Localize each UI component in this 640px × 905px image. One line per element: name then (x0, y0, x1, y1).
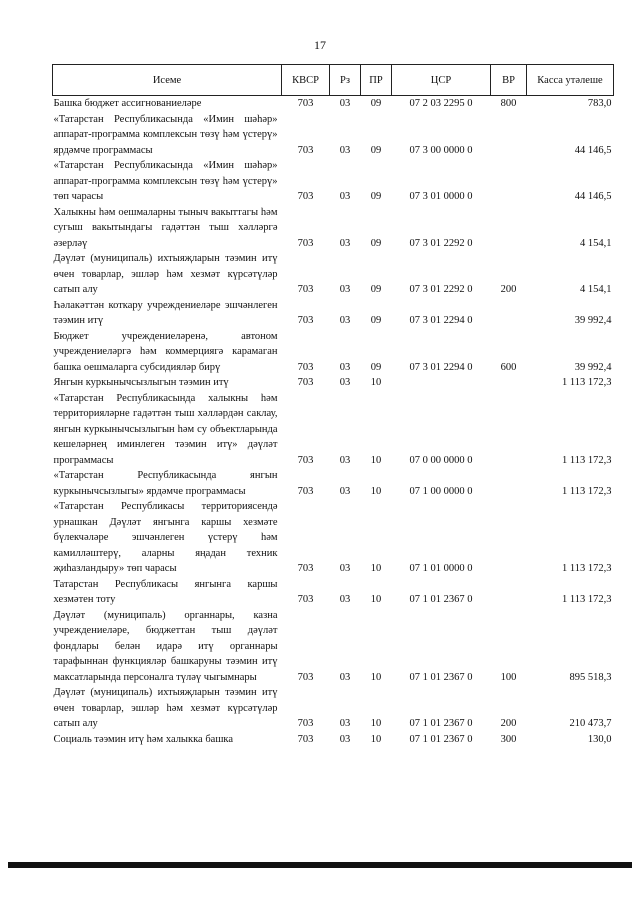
cell-csr: 07 1 01 2367 0 (409, 671, 473, 683)
cell-kvsr: 703 (297, 237, 314, 249)
cell-vr (491, 391, 527, 469)
header-kvsr: КВСР (282, 65, 330, 96)
cell-amount: 1 113 172,3 (562, 454, 612, 466)
cell-csr: 07 1 01 2367 0 (409, 718, 473, 729)
cell-amount: 44 146,5 (574, 144, 612, 156)
cell-name: Дәүләт (муниципаль) ихтыяҗларын тәэмин итү өчен товарлар, эшләр һәм хезмәт күрсәтүләр сатып алу (53, 687, 278, 729)
cell-csr: 07 3 01 2294 0 (409, 315, 473, 326)
cell-vr (491, 577, 527, 608)
cell-amount: 39 992,4 (574, 315, 612, 326)
header-vr: ВР (491, 65, 527, 96)
header-pr: ПР (361, 65, 392, 96)
header-rz: Рз (330, 65, 361, 96)
cell-pr: 10 (370, 377, 382, 388)
table-header-row (53, 65, 614, 96)
table-row (53, 608, 614, 686)
cell-name: «Татарстан Республикасы территориясендә урнашкан Дәүләт янгынга каршы хезмәте бүлекчәләре эшчәнлеген үстерү һәм камилләштерү, аларны яңадан техник җиһазландыру» төп чарасы (53, 501, 278, 574)
cell-amount: 44 146,5 (574, 191, 612, 202)
header-kassa: Касса утәлеше (527, 65, 614, 96)
cell-rz: 03 (339, 191, 351, 202)
cell-amount: 895 518,3 (569, 671, 612, 683)
cell-rz: 03 (339, 671, 351, 683)
cell-kvsr: 703 (297, 191, 314, 202)
scan-bottom-bar (8, 862, 632, 868)
cell-pr: 09 (370, 284, 382, 295)
cell-csr: 07 3 01 2294 0 (409, 361, 473, 373)
table-row (53, 96, 614, 112)
cell-amount: 1 113 172,3 (562, 485, 612, 497)
cell-vr: 600 (500, 361, 517, 373)
cell-pr: 09 (370, 144, 382, 156)
cell-rz: 03 (339, 144, 351, 156)
cell-amount: 130,0 (587, 733, 612, 745)
cell-amount: 1 113 172,3 (562, 594, 612, 605)
cell-kvsr: 703 (297, 98, 314, 109)
cell-vr (491, 112, 527, 159)
table-row (53, 251, 614, 298)
cell-csr: 07 2 03 2295 0 (409, 98, 473, 109)
cell-pr: 09 (370, 315, 382, 326)
budget-table (52, 64, 614, 747)
cell-amount: 39 992,4 (574, 361, 612, 373)
cell-rz: 03 (339, 718, 351, 729)
cell-name: Татарстан Республикасы янгынга каршы хезмәтен тоту (53, 578, 278, 605)
cell-name: «Татарстан Республикасында янгын куркынычсызлыгы» ярдәмче программасы (53, 470, 278, 497)
cell-pr: 10 (370, 454, 382, 466)
cell-pr: 10 (370, 733, 382, 745)
cell-vr: 100 (500, 671, 517, 683)
cell-kvsr: 703 (297, 733, 314, 745)
table-row (53, 158, 614, 205)
cell-amount: 1 113 172,3 (562, 377, 612, 388)
table-row (53, 685, 614, 732)
cell-name: Бюджет учреждениеләренә, автоном учреждениеләргә һәм коммерциягә карамаган башка оешмаларга субсидияләр бирү (53, 330, 278, 373)
cell-name: Дәүләт (муниципаль) ихтыяҗларын тәэмин итү өчен товарлар, эшләр һәм хезмәт күрсәтүләр сатып алу (53, 253, 278, 295)
cell-rz: 03 (339, 315, 351, 326)
cell-name: Башка бюджет ассигнованиеләре (53, 98, 202, 109)
cell-csr: 07 1 01 2367 0 (409, 594, 473, 605)
table-row (53, 499, 614, 577)
cell-pr: 09 (370, 191, 382, 202)
cell-amount: 4 154,1 (580, 284, 612, 295)
cell-csr (392, 375, 491, 391)
table-row (53, 391, 614, 469)
cell-rz: 03 (339, 485, 351, 497)
cell-vr: 300 (500, 733, 517, 745)
cell-kvsr: 703 (297, 485, 314, 497)
cell-kvsr: 703 (297, 454, 314, 466)
cell-pr: 09 (370, 361, 382, 373)
cell-rz: 03 (339, 237, 351, 249)
cell-vr (491, 298, 527, 329)
cell-vr (491, 468, 527, 499)
cell-amount: 210 473,7 (569, 718, 612, 729)
cell-csr: 07 1 00 0000 0 (409, 485, 473, 497)
cell-kvsr: 703 (297, 377, 314, 388)
table-row (53, 468, 614, 499)
cell-csr: 07 1 01 0000 0 (409, 563, 473, 574)
cell-vr: 800 (500, 98, 517, 109)
cell-name: Халыкны һәм оешмаларны тыныч вакыттагы һәм сугыш вакытындагы гадәттән тыш хәлләргә әзерләү (53, 206, 278, 249)
cell-vr: 200 (500, 284, 517, 295)
cell-rz: 03 (339, 361, 351, 373)
cell-amount: 1 113 172,3 (562, 563, 612, 574)
cell-pr: 09 (370, 237, 382, 249)
cell-name: Дәүләт (муниципаль) органнары, казна учреждениеләре, бюджеттан тыш дәүләт фондлары белән идарә итү органнары тарафыннан функцияләр башкаруны тәэмин итү максатларында персоналга түләү чыгымнары (53, 609, 278, 683)
cell-rz: 03 (339, 284, 351, 295)
page-number: 17 (314, 38, 326, 52)
cell-name: «Татарстан Республикасында халыкны һәм территорияләрне гадәттән тыш хәлләрдән саклау, янгын куркынычсызлыгын һәм су объектларында кешеләрнең иминлеген тәэмин итү» дәүләт программасы (53, 392, 278, 466)
table-row (53, 375, 614, 391)
header-name: Исеме (53, 65, 282, 96)
cell-kvsr: 703 (297, 361, 314, 373)
table-row (53, 329, 614, 376)
cell-kvsr: 703 (297, 671, 314, 683)
cell-kvsr: 703 (297, 594, 314, 605)
cell-amount: 783,0 (587, 98, 612, 109)
cell-csr: 07 3 01 2292 0 (409, 284, 473, 295)
cell-csr: 07 3 01 0000 0 (409, 191, 473, 202)
cell-rz: 03 (339, 377, 351, 388)
cell-csr: 07 3 01 2292 0 (409, 237, 473, 249)
cell-kvsr: 703 (297, 563, 314, 574)
cell-rz: 03 (339, 733, 351, 745)
cell-pr: 10 (370, 485, 382, 497)
cell-name: Һәлакәттән коткару учреждениеләре эшчәнлеген тәэмин итү (53, 299, 278, 326)
cell-vr (491, 499, 527, 577)
cell-pr: 10 (370, 594, 382, 605)
cell-kvsr: 703 (297, 718, 314, 729)
table-row (53, 205, 614, 252)
cell-amount: 4 154,1 (580, 237, 612, 249)
cell-vr: 200 (500, 718, 517, 729)
cell-pr: 09 (370, 98, 382, 109)
cell-kvsr: 703 (297, 284, 314, 295)
cell-kvsr: 703 (297, 144, 314, 156)
cell-rz: 03 (339, 563, 351, 574)
header-csr: ЦСР (392, 65, 491, 96)
table-row (53, 732, 614, 748)
cell-name: «Татарстан Республикасында «Имин шәһәр» аппарат-программа комплексын төзү һәм үстерү» төп чарасы (53, 160, 278, 202)
cell-vr (491, 205, 527, 252)
cell-kvsr: 703 (297, 315, 314, 326)
cell-rz: 03 (339, 454, 351, 466)
cell-pr: 10 (370, 671, 382, 683)
cell-csr: 07 3 00 0000 0 (409, 144, 473, 156)
cell-vr (491, 158, 527, 205)
cell-rz: 03 (339, 98, 351, 109)
cell-csr: 07 0 00 0000 0 (409, 454, 473, 466)
table-row (53, 577, 614, 608)
cell-vr (491, 375, 527, 391)
table-row (53, 112, 614, 159)
cell-name: Янгын куркынычсызлыгын тәэмин итү (53, 377, 229, 388)
cell-name: «Татарстан Республикасында «Имин шәһәр» аппарат-программа комплексын төзү һәм үстерү» ярдәмче программасы (53, 113, 278, 156)
table-row (53, 298, 614, 329)
cell-csr: 07 1 01 2367 0 (409, 733, 473, 745)
cell-name: Социаль тәэмин итү һәм халыкка башка (53, 733, 234, 745)
cell-pr: 10 (370, 718, 382, 729)
cell-rz: 03 (339, 594, 351, 605)
cell-pr: 10 (370, 563, 382, 574)
